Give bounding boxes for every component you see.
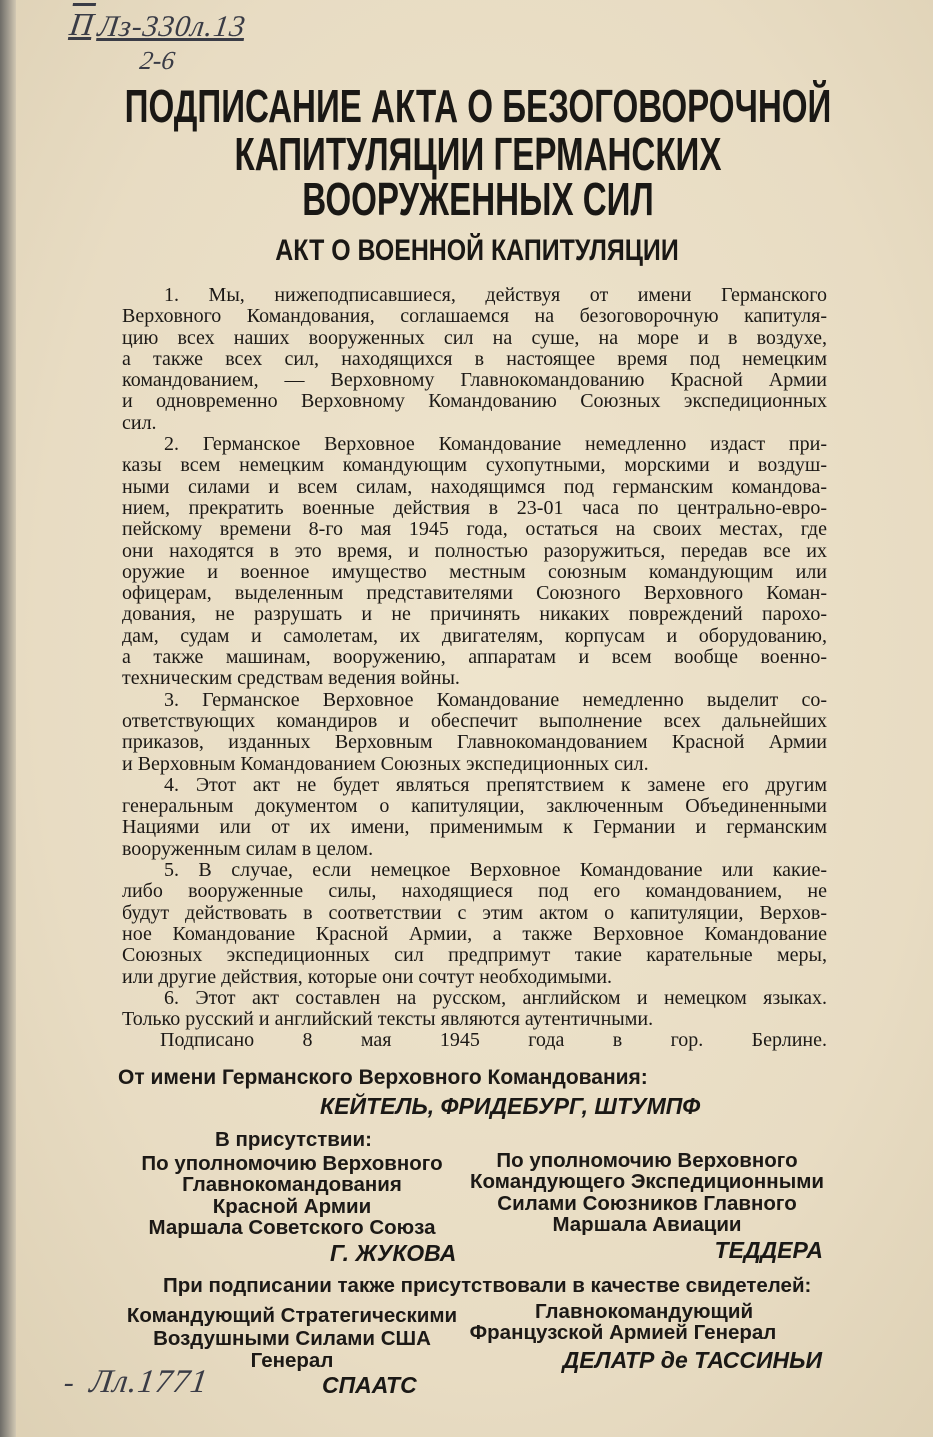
us-witness-line: Воздушными Силами США [153,1326,431,1350]
us-witness-line: Генерал [250,1349,334,1372]
body-line: командованием, — Верховному Главнокомандованию Красной Армии [122,369,827,392]
body-line: 5. В случае, если немецкое Верховное Командование или какие- [164,859,827,882]
body-line: оружие и военное имущество местным союзным командующим или [122,560,827,583]
document-subtitle: АКТ О ВОЕННОЙ КАПИТУЛЯЦИИ [275,234,679,267]
body-line: Нациями или от их имени, применимым к Германии и германским [122,816,827,839]
body-line: пейскому времени 8-го мая 1945 года, остаться на своих местах, где [122,518,827,541]
allied-representative-block [462,1150,832,1235]
body-line: казы всем немецким командующим сухопутными, морскими и воздуш- [122,454,827,477]
paragraph-3 [122,690,827,775]
body-line: а также всех сил, находящихся в настоящее время под немецким [122,347,827,370]
body-line: ответствующих командиров и обеспечит выполнение всех дальнейших [122,709,827,732]
act-body-text [122,285,827,1052]
body-line: цию всех наших вооруженных сил на суше, на море и в воздухе, [122,326,827,349]
archive-bottom-dash: - [61,1366,77,1399]
body-line: сил. [122,411,157,434]
signed-date-line: Подписано 8 мая 1945 года в гор. Берлине. [160,1029,827,1052]
us-witness-block [122,1305,462,1373]
allied-rep-name: ТЕДДЕРА [714,1237,823,1263]
soviet-rep-line: Маршала Советского Союза [148,1215,436,1239]
document-title-line-1: ПОДПИСАНИЕ АКТА О БЕЗОГОВОРОЧНОЙ [124,80,832,132]
document-title-line-2: КАПИТУЛЯЦИИ ГЕРМАНСКИХ [234,128,722,180]
body-line: 1. Мы, нижеподписавшиеся, действуя от имени Германского [164,284,827,306]
body-line: будут действовать в соответствии с этим актом о капитуляции, Верхов- [122,901,827,924]
body-line: Верховного Командования, соглашаемся на безоговорочную капитуля- [122,305,827,328]
body-line: 3. Германское Верховное Командование немедленно выделит со- [164,688,827,711]
body-line: приказов, изданных Верховным Главнокомандованием Красной Армии [122,731,827,754]
paragraph-5 [122,860,827,988]
german-side-label: От имени Германского Верховного Командования: [118,1066,648,1089]
body-line: 4. Этот акт не будет являться препятствием к замене его другим [164,773,827,796]
body-line: и одновременно Верховному Командованию Союзных экспедиционных [122,390,827,413]
archive-reference-mark: Лз-330л.13 [95,10,248,43]
body-line: или другие действия, которые они сочтут необходимыми. [122,965,613,988]
body-line: Союзных экспедиционных сил предпримут такие карательные меры, [122,944,827,967]
allied-rep-line: Командующего Экспедиционными [470,1170,824,1194]
witnesses-label: При подписании также присутствовали в качестве свидетелей: [163,1274,812,1297]
archive-symbol-mark: П [67,6,96,42]
body-line: либо вооруженные силы, находящиеся под его командованием, не [122,880,827,903]
body-line: 2. Германское Верховное Командование немедленно издаст при- [164,433,827,456]
french-witness-name: ДЕЛАТР де ТАССИНЬИ [562,1347,822,1373]
body-line: дования, не разрушать и не причинять никаких повреждений парохо- [122,603,827,626]
paragraph-6 [122,988,827,1031]
us-witness-line: Командующий Стратегическими [126,1304,458,1327]
body-line: офицерам, выделенным представителями Союзного Верховного Коман- [122,582,827,605]
document-title-line-3: ВООРУЖЕННЫХ СИЛ [302,173,654,225]
archive-sheet-number: Лл.1771 [87,1364,211,1400]
body-line: Только русский и английский тексты являются аутентичными. [122,1008,654,1031]
body-line: вооруженным силам в целом. [122,837,374,860]
soviet-rep-line: Главнокомандования [182,1173,402,1197]
body-line: нием, прекратить военные действия в 23-01 часа по центрально-евро- [122,496,827,519]
soviet-rep-line: По уполномочию Верховного [141,1152,443,1175]
us-witness-name: СПААТС [322,1372,417,1398]
body-line: дам, судам и самолетам, их двигателям, корпусам и оборудованию, [122,624,827,647]
paragraph-4 [122,775,827,860]
allied-rep-line: Силами Союзников Главного [497,1191,797,1215]
french-witness-line-1: Главнокомандующий [534,1300,754,1323]
soviet-representative-block [122,1153,462,1238]
presence-label: В присутствии: [215,1128,372,1151]
body-line: 6. Этот акт составлен на русском, английском и немецком языках. [164,986,827,1009]
body-line: они находятся в это время, и полностью разоружиться, передав все их [122,539,827,562]
soviet-rep-name: Г. ЖУКОВА [330,1240,457,1266]
paragraph-1 [122,285,827,434]
body-line: ное Командование Красной Армии, а также Верховное Командование [122,922,827,945]
body-line: генеральным документом о капитуляции, заключенным Объединенными [122,795,827,818]
body-line: и Верховным Командованием Союзных экспедиционных сил. [122,752,649,775]
scan-left-edge [0,0,16,1437]
french-witness-line-2: Французской Армией Генерал [469,1321,777,1344]
archive-sub-mark: 2-6 [138,46,177,75]
allied-rep-line: По уполномочию Верховного [496,1149,798,1172]
body-line: ными силами и всем силам, находящимся под германским командова- [122,475,827,498]
allied-rep-line: Маршала Авиации [552,1212,742,1236]
body-line: а также машинам, вооружению, аппаратам и всем вообще военно- [122,646,827,669]
paragraph-2 [122,434,827,690]
soviet-rep-line: Красной Армии [212,1194,372,1218]
german-signatories: КЕЙТЕЛЬ, ФРИДЕБУРГ, ШТУМПФ [320,1093,701,1119]
body-line: техническим средствам ведения войны. [122,667,460,690]
